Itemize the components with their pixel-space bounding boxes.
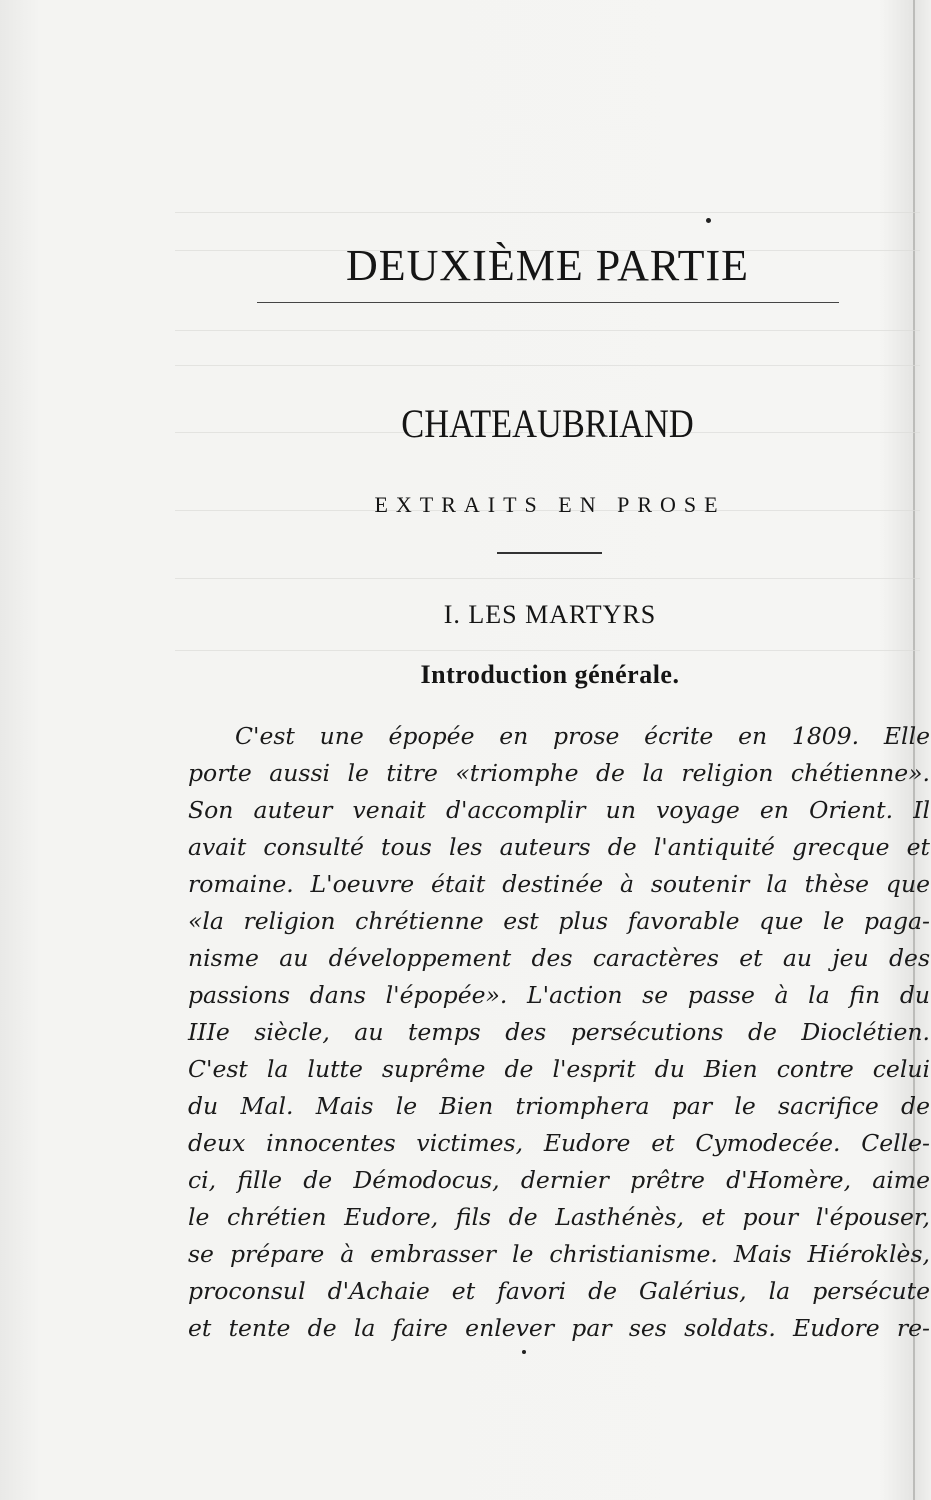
- body-text-line: ci, fille de Démodocus, dernier prêtre d'Homère, aime: [188, 1166, 930, 1194]
- title-rule: [257, 302, 839, 303]
- subtitle-heading: EXTRAITS EN PROSE: [374, 492, 726, 517]
- bleed-through-line: [175, 365, 920, 366]
- body-text-line: nisme au développement des caractères et au jeu des: [188, 944, 930, 972]
- part-title: DEUXIÈME PARTIE: [345, 241, 750, 290]
- body-text-line: proconsul d'Achaie et favori de Galérius, la persécute: [188, 1277, 930, 1305]
- bleed-through-line: [175, 212, 920, 213]
- subtitle-rule: [497, 552, 602, 554]
- body-text-line: se prépare à embrasser le christianisme. Mais Hiéroklès,: [188, 1240, 930, 1268]
- body-text-line: romaine. L'oeuvre était destinée à soutenir la thèse que: [188, 870, 930, 898]
- intro-heading: Introduction générale.: [420, 660, 680, 689]
- body-text-line: passions dans l'épopée». L'action se passe à la fin du: [188, 981, 930, 1009]
- body-text-line: du Mal. Mais le Bien triomphera par le sacrifice de: [188, 1092, 930, 1120]
- body-text-line: «la religion chrétienne est plus favorable que le paga-: [188, 907, 930, 935]
- body-text-line: IIIe siècle, au temps des persécutions de Dioclétien.: [188, 1018, 930, 1046]
- body-text-line: deux innocentes victimes, Eudore et Cymodecée. Celle-: [188, 1129, 930, 1157]
- author-heading: CHATEAUBRIAND: [401, 401, 694, 446]
- bleed-through-line: [175, 650, 920, 651]
- bleed-through-line: [175, 330, 920, 331]
- body-text-line: le chrétien Eudore, fils de Lasthénès, et pour l'épouser,: [188, 1203, 930, 1231]
- page-mark-dot: [522, 1350, 526, 1354]
- body-text-line: Son auteur venait d'accomplir un voyage en Orient. Il: [188, 796, 930, 824]
- section-heading: I. LES MARTYRS: [443, 600, 657, 629]
- body-text-line: et tente de la faire enlever par ses soldats. Eudore re-: [188, 1314, 930, 1342]
- body-text-line: porte aussi le titre «triomphe de la religion chétienne».: [188, 759, 930, 787]
- body-text-line: C'est une épopée en prose écrite en 1809. Elle: [235, 722, 930, 750]
- body-text-line: C'est la lutte suprême de l'esprit du Bien contre celui: [188, 1055, 930, 1083]
- body-text-line: avait consulté tous les auteurs de l'antiquité grecque et: [188, 833, 930, 861]
- bleed-through-line: [175, 578, 920, 579]
- ornament-dot: [706, 218, 711, 223]
